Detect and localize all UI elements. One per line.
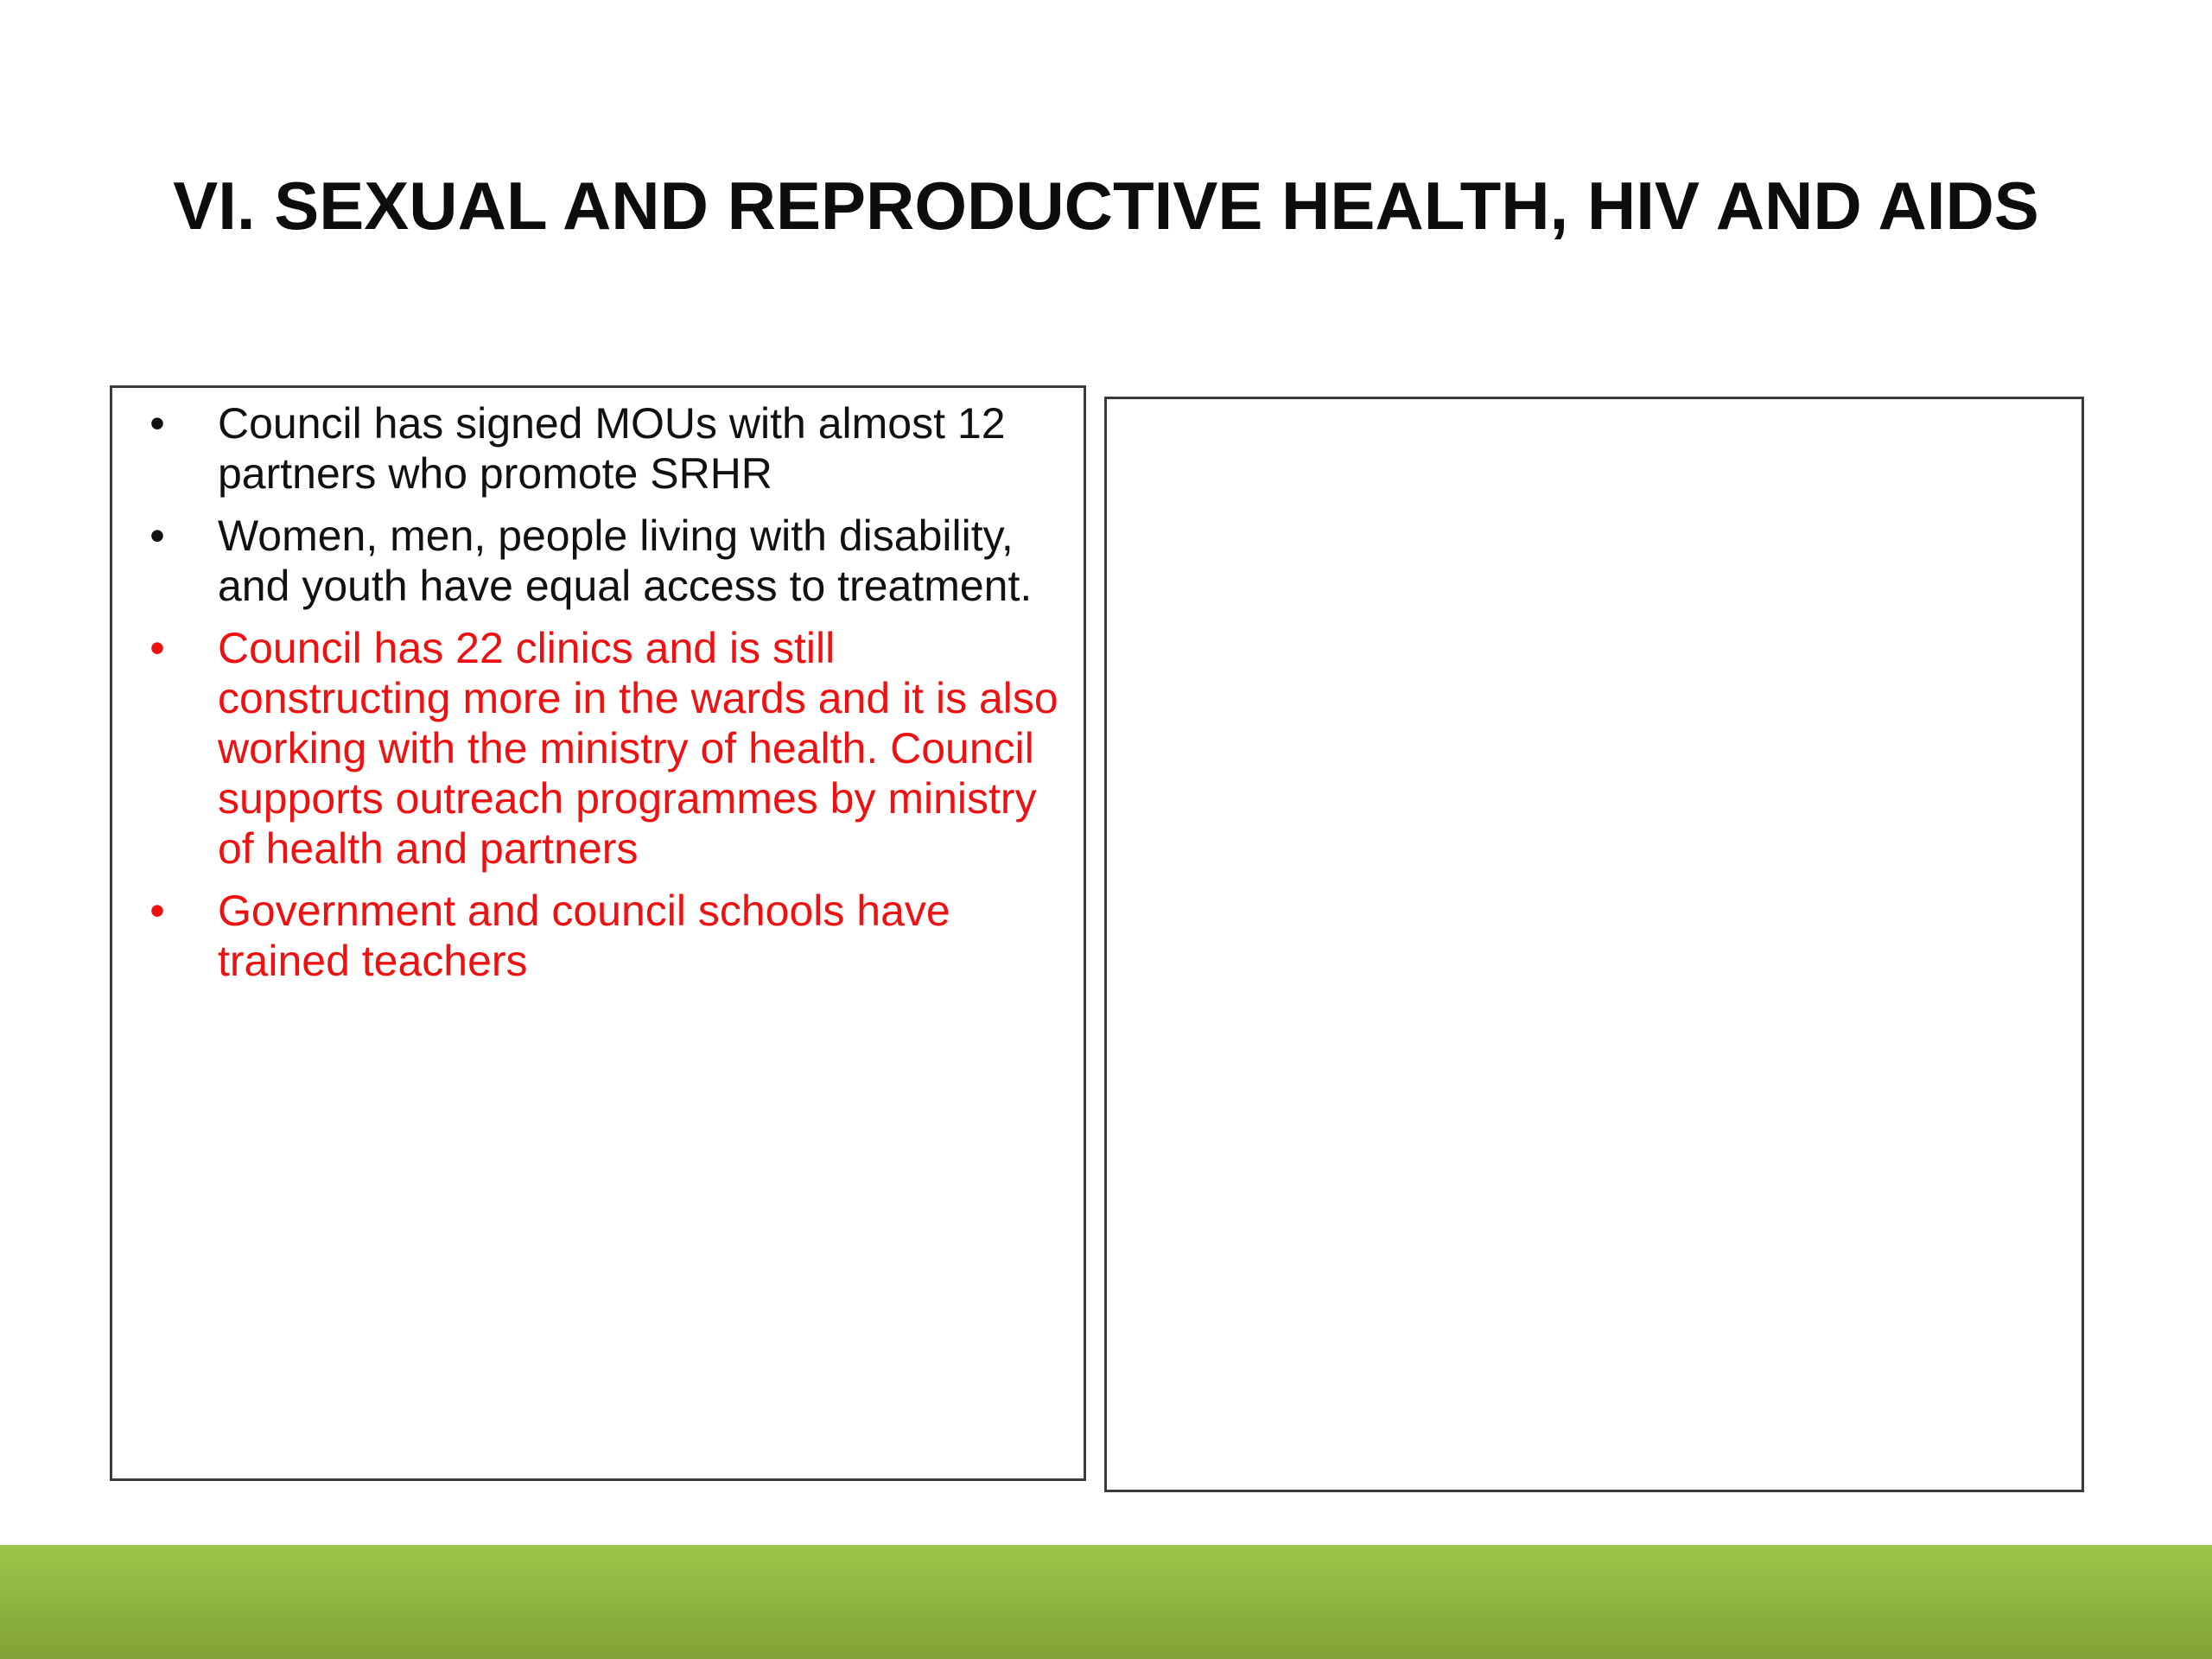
bullet-text: Council has signed MOUs with almost 12 partners who promote SRHR bbox=[218, 399, 1006, 498]
footer-green-band bbox=[0, 1545, 2212, 1659]
slide-title: VI. SEXUAL AND REPRODUCTIVE HEALTH, HIV AND AIDS bbox=[173, 168, 2039, 244]
bullet-text: Government and council schools have trained teachers bbox=[218, 887, 950, 985]
content-text-box[interactable] bbox=[110, 385, 1086, 1481]
bullet-item-mous bbox=[112, 398, 1080, 499]
bullet-dot-icon: • bbox=[149, 887, 165, 935]
bullet-item-equal-access bbox=[112, 511, 1080, 611]
bullet-item-teachers bbox=[112, 886, 1080, 986]
bullet-dot-icon: • bbox=[149, 624, 165, 672]
bullet-dot-icon: • bbox=[149, 512, 165, 560]
bullet-text: Women, men, people living with disability, and youth have equal access to treatment. bbox=[218, 512, 1033, 610]
bullet-dot-icon: • bbox=[149, 399, 165, 448]
bullet-item-clinics bbox=[112, 623, 1080, 874]
bullet-text: Council has 22 clinics and is still constructing more in the wards and it is also working with the ministry of health. Council supports outreach programmes by ministry of health and partners bbox=[218, 624, 1058, 873]
image-placeholder-frame[interactable] bbox=[1104, 397, 2084, 1492]
bullet-list bbox=[112, 398, 1080, 998]
